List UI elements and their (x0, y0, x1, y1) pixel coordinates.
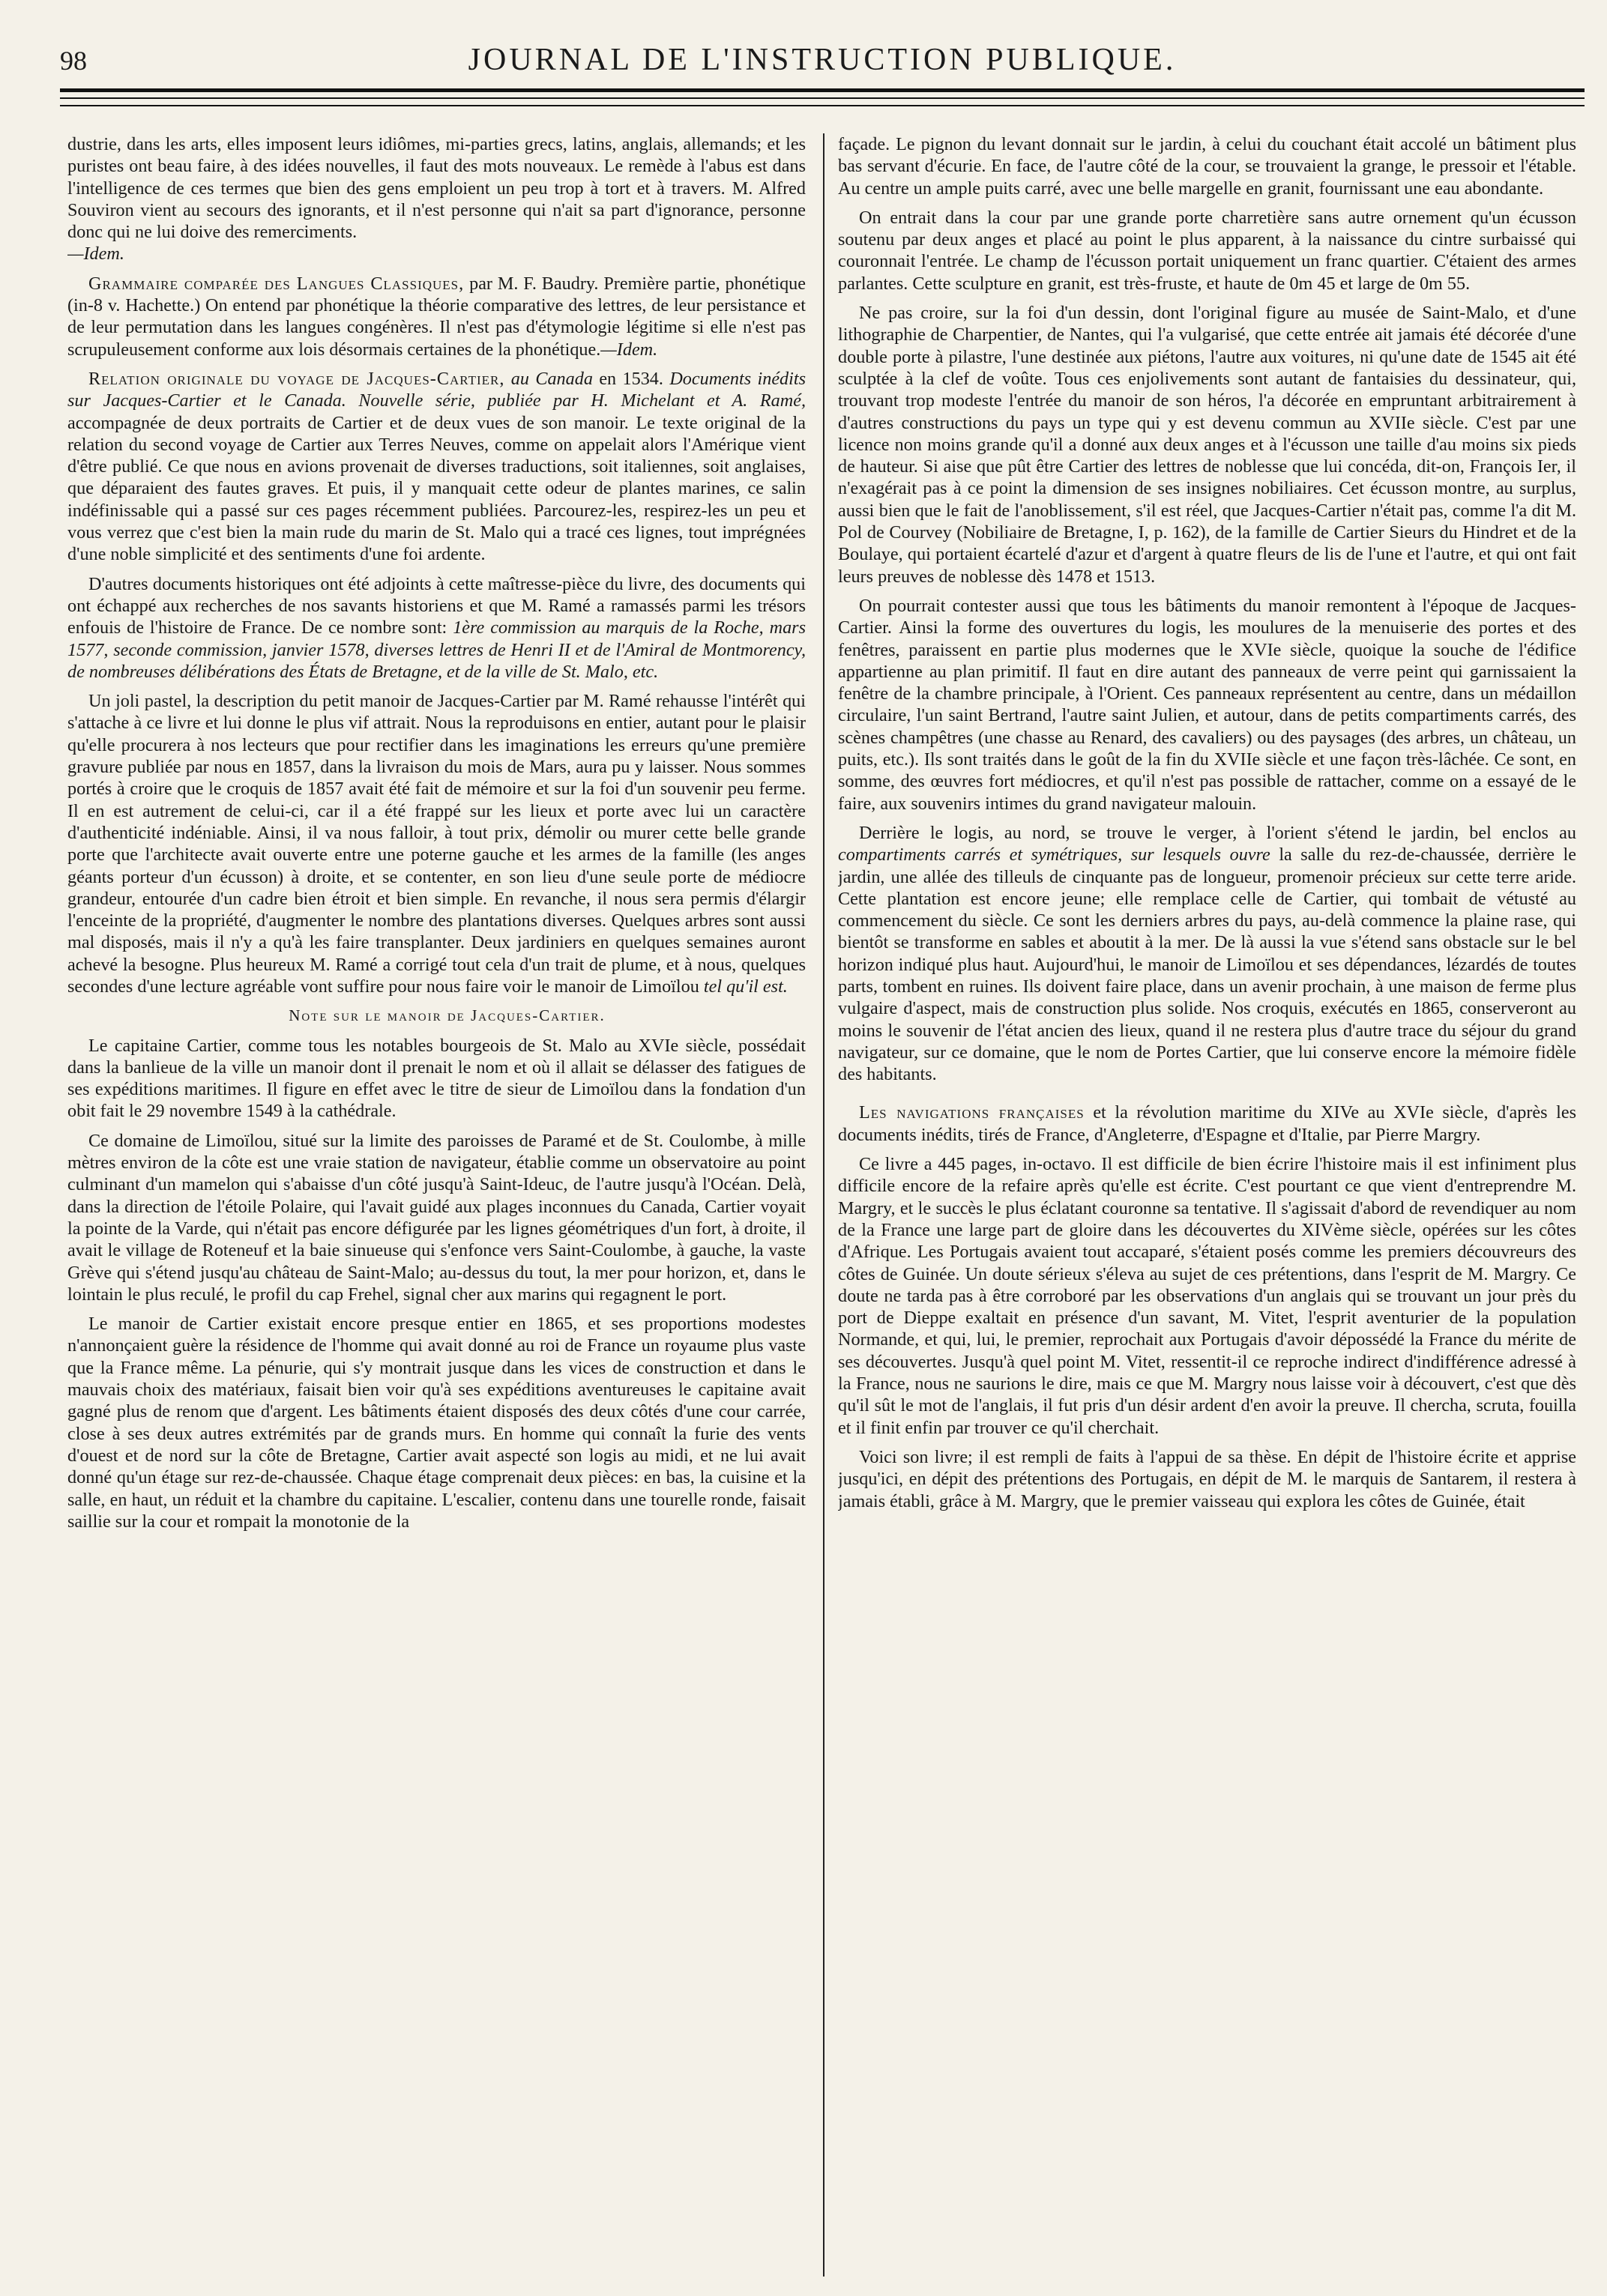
article-paragraph: Le manoir de Cartier existait encore presque entier en 1865, et ses proportions modestes n'annonçaient guère la résidence de l'homme qui avait donné au roi de France un royaume plus vaste que la France même. La pénurie, qui s'y montrait jusque dans les vices de construction et dans le mauvais choix des matériaux, faisait bien voir qu'à ses expéditions aventureuses le capitaine avait gagné plus de renom que d'argent. Les bâtiments étaient disposés des deux côtés d'une cour carrée, close à ses deux autres extrémités par de grands murs. En homme qui connaît la furie des vents d'ouest et de nord sur la côte de Bretagne, Cartier avait aspecté son logis au midi, et ne lui avait donné qu'un étage sur rez-de-chaussée. Chaque étage comprenait deux pièces: en bas, la cuisine et la salle, en haut, un réduit et la chambre du capitaine. L'escalier, contenu dans une tourelle ronde, faisait saillie sur la cour et rompait la monotonie de la (67, 1314, 806, 1532)
page-number: 98 (60, 46, 87, 76)
article-paragraph: D'autres documents historiques ont été adjoints à cette maîtresse-pièce du livre, des documents qui ont échappé aux recherches de nos savants historiens et que M. Ramé a ramassés parmi les trésors enfouis de l'histoire de France. De ce nombre sont: 1ère commission au marquis de la Roche, mars 1577, seconde commission, janvier 1578, diverses lettres de Henri II et de l'Amiral de Montmorency, de nombreuses délibérations des États de Bretagne, et de la ville de St. Malo, etc. (67, 573, 806, 682)
section-heading: Note sur le manoir de Jacques-Cartier. (289, 1006, 606, 1025)
review-relation-cartier: Relation originale du voyage de Jacques-Cartier, au Canada en 1534. Documents inédits sur Jacques-Cartier et le Canada. Nouvelle série, publiée par H. Michelant et A. Ramé, accompagnée de deux portraits de Cartier et de deux vues de son manoir. Le texte original de la relation du second voyage de Cartier aux Terres Neuves, comme on appelait alors l'Amérique vient d'être publié. Ce que nous en avions provenait de diverses traductions, soit italiennes, soit anglaises, que déparaient des fautes graves. Et puis, il y manquait cette odeur de plantes marines, ce salin indéfinissable qui a passé sur ces pages récemment publiées. Parcourez-les, respirez-les un peu et vous verrez que c'est bien la main rude du marin de St. Malo qui a tracé ces lignes, tout imprégnées d'une noble simplicité et des sentiments d'une foi ardente. (67, 368, 806, 565)
article-paragraph: Ne pas croire, sur la foi d'un dessin, dont l'original figure au musée de Saint-Malo, et d'une lithographie de Charpentier, de Nantes, qui l'a vulgarisé, que cette entrée ait jamais été décorée d'une double porte à pilastre, l'une destinée aux piétons, l'autre aux voitures, ni qu'une date de 1545 ait été sculptée à la clef de voûte. Tous ces enjolivements sont autant de fantaisies du dessinateur, qui, trouvant trop modeste l'entrée du manoir de son héros, l'a décorée en empruntant arbitrairement à d'autres constructions du pays un type qui y est devenu commun au XVIIe siècle. C'est par une licence non moins grande qu'il a donné aux deux anges et à l'écusson une taille d'au moins six pieds de hauteur. Si aise que pût être Cartier des lettres de noblesse que lui concéda, dit-on, François Ier, il n'exagérait pas à ce point la dimension de ses insignes nobiliaires. Cet écusson montre, au surplus, aussi bien que le fait de l'anoblissement, s'il est réel, que Jacques-Cartier n'était pas, comme l'a dit M. Pol de Courvey (Nobiliaire de Bretagne, I, p. 162), de la famille de Cartier Sieurs du Hindret et de la Boulaye, qui portaient écartelé d'azur et d'argent à quatre fleurs de lis de l'une et l'autre, et qui ont fait leurs preuves de noblesse dès 1478 et 1513. (838, 303, 1576, 587)
page-header (60, 36, 1585, 81)
article-paragraph: Derrière le logis, au nord, se trouve le verger, à l'orient s'étend le jardin, bel enclos au compartiments carrés et symétriques, sur lesquels ouvre la salle du rez-de-chaussée, derrière le jardin, une allée des tilleuls de cinquante pas de longueur, promenoir précieux sur cette terre aride. Cette plantation est encore jeune; elle remplace celle de Cartier, qui tombait de vétusté au commencement du siècle. Ce sont les derniers arbres du pays, au-delà commence la plaine rase, qui bientôt se transforme en sables et aboutit à la mer. De là aussi la vue s'étend sans obstacle sur le bel horizon indiqué plus haut. Aujourd'hui, le manoir de Limoïlou et ses dépendances, lézardés de toutes parts, tombent en ruines. Ils doivent faire place, dans un avenir prochain, à une maison de ferme plus vulgaire d'aspect, mais de construction plus solide. Nos croquis, exécutés en 1865, conserveront au moins le souvenir de l'état ancien des lieux, quand il ne restera plus d'autre trace du séjour du grand navigateur, sur ce domaine, que le nom de Portes Cartier, que lui conserve encore la mémoire fidèle des habitants. (838, 822, 1576, 1085)
left-column (67, 133, 806, 2277)
journal-title: JOURNAL DE L'INSTRUCTION PUBLIQUE. (468, 43, 1177, 77)
article-paragraph: Ce domaine de Limoïlou, situé sur la limite des paroisses de Paramé et de St. Coulombe, à mille mètres environ de la côte est une vraie station de navigateur, établie comme un observatoire au point culminant d'un mamelon qui s'abaisse d'un côté jusqu'à Saint-Ideuc, de l'autre jusqu'à l'Océan. Delà, dans la direction de l'étoile Polaire, qui l'avait guidé aux plages inconnues du Canada, Cartier voyait la pointe de la Varde, qui n'était pas encore défigurée par les lignes géométriques d'un fort, à droite, il avait le village de Roteneuf et la baie sinueuse qui s'enfonce vers Saint-Coulombe, à gauche, la vaste Grève qui s'étend jusqu'au château de Saint-Malo; au-dessus du tout, la mer pour horizon, et, dans le lointain le plus reculé, le profil du cap Frehel, signal cher aux marins qui regagnent le port. (67, 1130, 806, 1305)
column-divider (823, 133, 824, 2277)
article-paragraph: On pourrait contester aussi que tous les bâtiments du manoir remontent à l'époque de Jacques-Cartier. Ainsi la forme des ouvertures du logis, les moulures de la menuiserie des portes et des fenêtres, paraissent en partie plus modernes que le XVIe siècle, quoique la souche de l'édifice appartienne au plan primitif. Il faut en dire autant des panneaux de verre peint qui garnissaient la fenêtre de la chambre principale, à l'Orient. Ces panneaux représentent au centre, dans un médaillon circulaire, l'un saint Bertrand, l'autre saint Julien, et autour, dans de petits compartiments carrés, des scènes champêtres (une chasse au Renard, des cavaliers) ou des paysages (des arbres, un château, un puits, etc.). Ils sont traités dans le goût de la fin du XVIIe siècle et une façon très-lâchée. Ce sont, en somme, des œuvres fort médiocres, et qu'il n'est pas possible de rattacher, comme on a essayé de le faire, aux souvenirs intimes du grand navigateur malouin. (838, 595, 1576, 814)
right-column (838, 133, 1576, 2277)
signature: —Idem. (600, 339, 658, 360)
article-paragraph: Le capitaine Cartier, comme tous les notables bourgeois de St. Malo au XVIe siècle, possédait dans la banlieue de la ville un manoir dont il prenait le nom et où il allait se délasser des fatigues de ses expéditions maritimes. Il figure en effet avec le titre de sieur de Limoïlou dans la fondation d'un obit fait le 29 novembre 1549 à la cathédrale. (67, 1035, 806, 1122)
review-grammaire: Grammaire comparée des Langues Classiques, par M. F. Baudry. Première partie, phonétique (in-8 v. Hachette.) On entend par phonétique la théorie comparative des lettres, de leur persistance et de leur permutation dans les langues congénères. Il n'est pas d'étymologie légitime si elle n'est pas scrupuleusement conforme aux lois désormais certaines de la phonétique.—Idem. (67, 273, 806, 360)
header-rule-thin (60, 97, 1585, 99)
article-paragraph: façade. Le pignon du levant donnait sur le jardin, à celui du couchant était accolé un bâtiment plus bas servant d'écurie. En face, de l'autre côté de la cour, se trouvaient la grange, le pressoir et l'étable. Au centre un ample puits carré, avec une belle margelle en granit, fournissant une eau abondante. (838, 134, 1576, 199)
article-paragraph: Ce livre a 445 pages, in-octavo. Il est difficile de bien écrire l'histoire mais il est infiniment plus difficile encore de la refaire après qu'elle est écrite. C'est pourtant ce que vient d'entreprendre M. Margry, et le succès le plus éclatant couronne sa tentative. Il s'agissait d'abord de revendiquer au nom de la France une large part de gloire dans les découvertes du XIVème siècle, opérées sur les côtes d'Afrique. Les Portugais avaient tout accaparé, s'étaient posés comme les premiers découvreurs des côtes de Guinée. Un doute sérieux s'éleva au sujet de ces prétentions, dans l'esprit de M. Margry. Ce doute ne tarda pas à être corroboré par les observations d'un anglais qui se trouvant un jour près du port de Dieppe exaltait en présence d'un savant, M. Vitet, l'esprit aventurier de la population Normande, et qui, lui, le premier, reprochait aux Portugais d'avoir dépossédé la France du mérite de ses découvertes. Jusqu'à quel point M. Vitet, ressentit-il ce reproche indirect d'indifférence adressé à la France, nous ne saurions le dire, mais ce que M. Margry nous laisse voir à découvert, c'est que dès qu'il sût le mot de l'anglais, il fut pris d'un désir ardent d'en avoir la preuve. Il chercha, scruta, fouilla et il finit enfin par trouver ce qu'il cherchait. (838, 1154, 1576, 1438)
header-rule-thin-2 (60, 105, 1585, 106)
signature: —Idem. (67, 244, 124, 265)
article-paragraph: Voici son livre; il est rempli de faits à l'appui de sa thèse. En dépit de l'histoire écrite et apprise jusqu'ici, en dépit des prétentions des Portugais, en dépit de M. le marquis de Santarem, il restera à jamais établi, grâce à M. Margry, que le premier vaisseau qui explora les côtes de Guinée, était (838, 1446, 1576, 1511)
article-paragraph: On entrait dans la cour par une grande porte charretière sans autre ornement qu'un écusson soutenu par deux anges et placé au point le plus apparent, à la naissance du cintre surbaissé qui couronnait l'entrée. Le champ de l'écusson portait uniquement un franc quartier. C'étaient des armes parlantes. Cette sculpture en granit, est très-fruste, et haute de 0m 45 et large de 0m 55. (838, 207, 1576, 294)
article-paragraph: dustrie, dans les arts, elles imposent leurs idiômes, mi-parties grecs, latins, anglais, allemands; et les puristes ont beau faire, à des idées nouvelles, il faut des mots nouveaux. Le remède à l'abus est dans l'intelligence de ces termes que bien des gens emploient un peu trop à tort et à travers. M. Alfred Souviron vient au secours des ignorants, et il n'est personne qui n'ait sa part d'ignorance, personne donc qui ne lui doive des remerciments. —Idem. (67, 134, 806, 265)
review-title: Grammaire comparée des Langues Classiques, (88, 273, 465, 294)
header-rule-thick (60, 88, 1585, 92)
review-title: Les navigations françaises (859, 1102, 1085, 1123)
article-paragraph: Un joli pastel, la description du petit manoir de Jacques-Cartier par M. Ramé rehausse l'intérêt qui s'attache à ce livre et lui donne le plus vif attrait. Nous la reproduisons en entier, autant pour le plaisir qu'elle procurera à nos lecteurs que pour rectifier dans les imaginations les erreurs qu'une première gravure publiée par nous en 1857, dans la livraison du mois de Mars, aura pu y laisser. Nous sommes portés à croire que le croquis de 1857 avait été fait de mémoire et sur la foi d'un souvenir peu ferme. Il en est autrement de celui-ci, car il a été frappé sur les lieux et porte avec lui un caractère d'authenticité indéniable. Ainsi, il va nous falloir, à tout prix, démolir ou murer cette belle grande porte que l'architecte avait ouverte entre une poterne gauche et les armes de la famille (les anges géants porteur d'un écusson) à droite, et se contenter, en son lieu d'une seule porte de médiocre grandeur, entourée d'un cadre bien étroit et bien simple. En revanche, il nous sera permis d'élargir l'enceinte de la propriété, d'augmenter le nombre des plantations diverses. Quelques arbres sont aussi mal disposés, mais il n'y a qu'à les faire transplanter. Deux jardiniers en quelques semaines auront achevé la besogne. Plus heureux M. Ramé a corrigé tout cela d'un trait de plume, et à nous, quelques secondes d'une lecture agréable vont suffire pour nous faire voir le manoir de Limoïlou tel qu'il est. (67, 691, 806, 997)
review-navigations: Les navigations françaises et la révolution maritime du XIVe au XVIe siècle, d'après les documents inédits, tirés de France, d'Angleterre, d'Espagne et d'Italie, par Pierre Margry. (838, 1102, 1576, 1145)
review-title: Relation originale du voyage de Jacques-Cartier, (88, 368, 505, 389)
